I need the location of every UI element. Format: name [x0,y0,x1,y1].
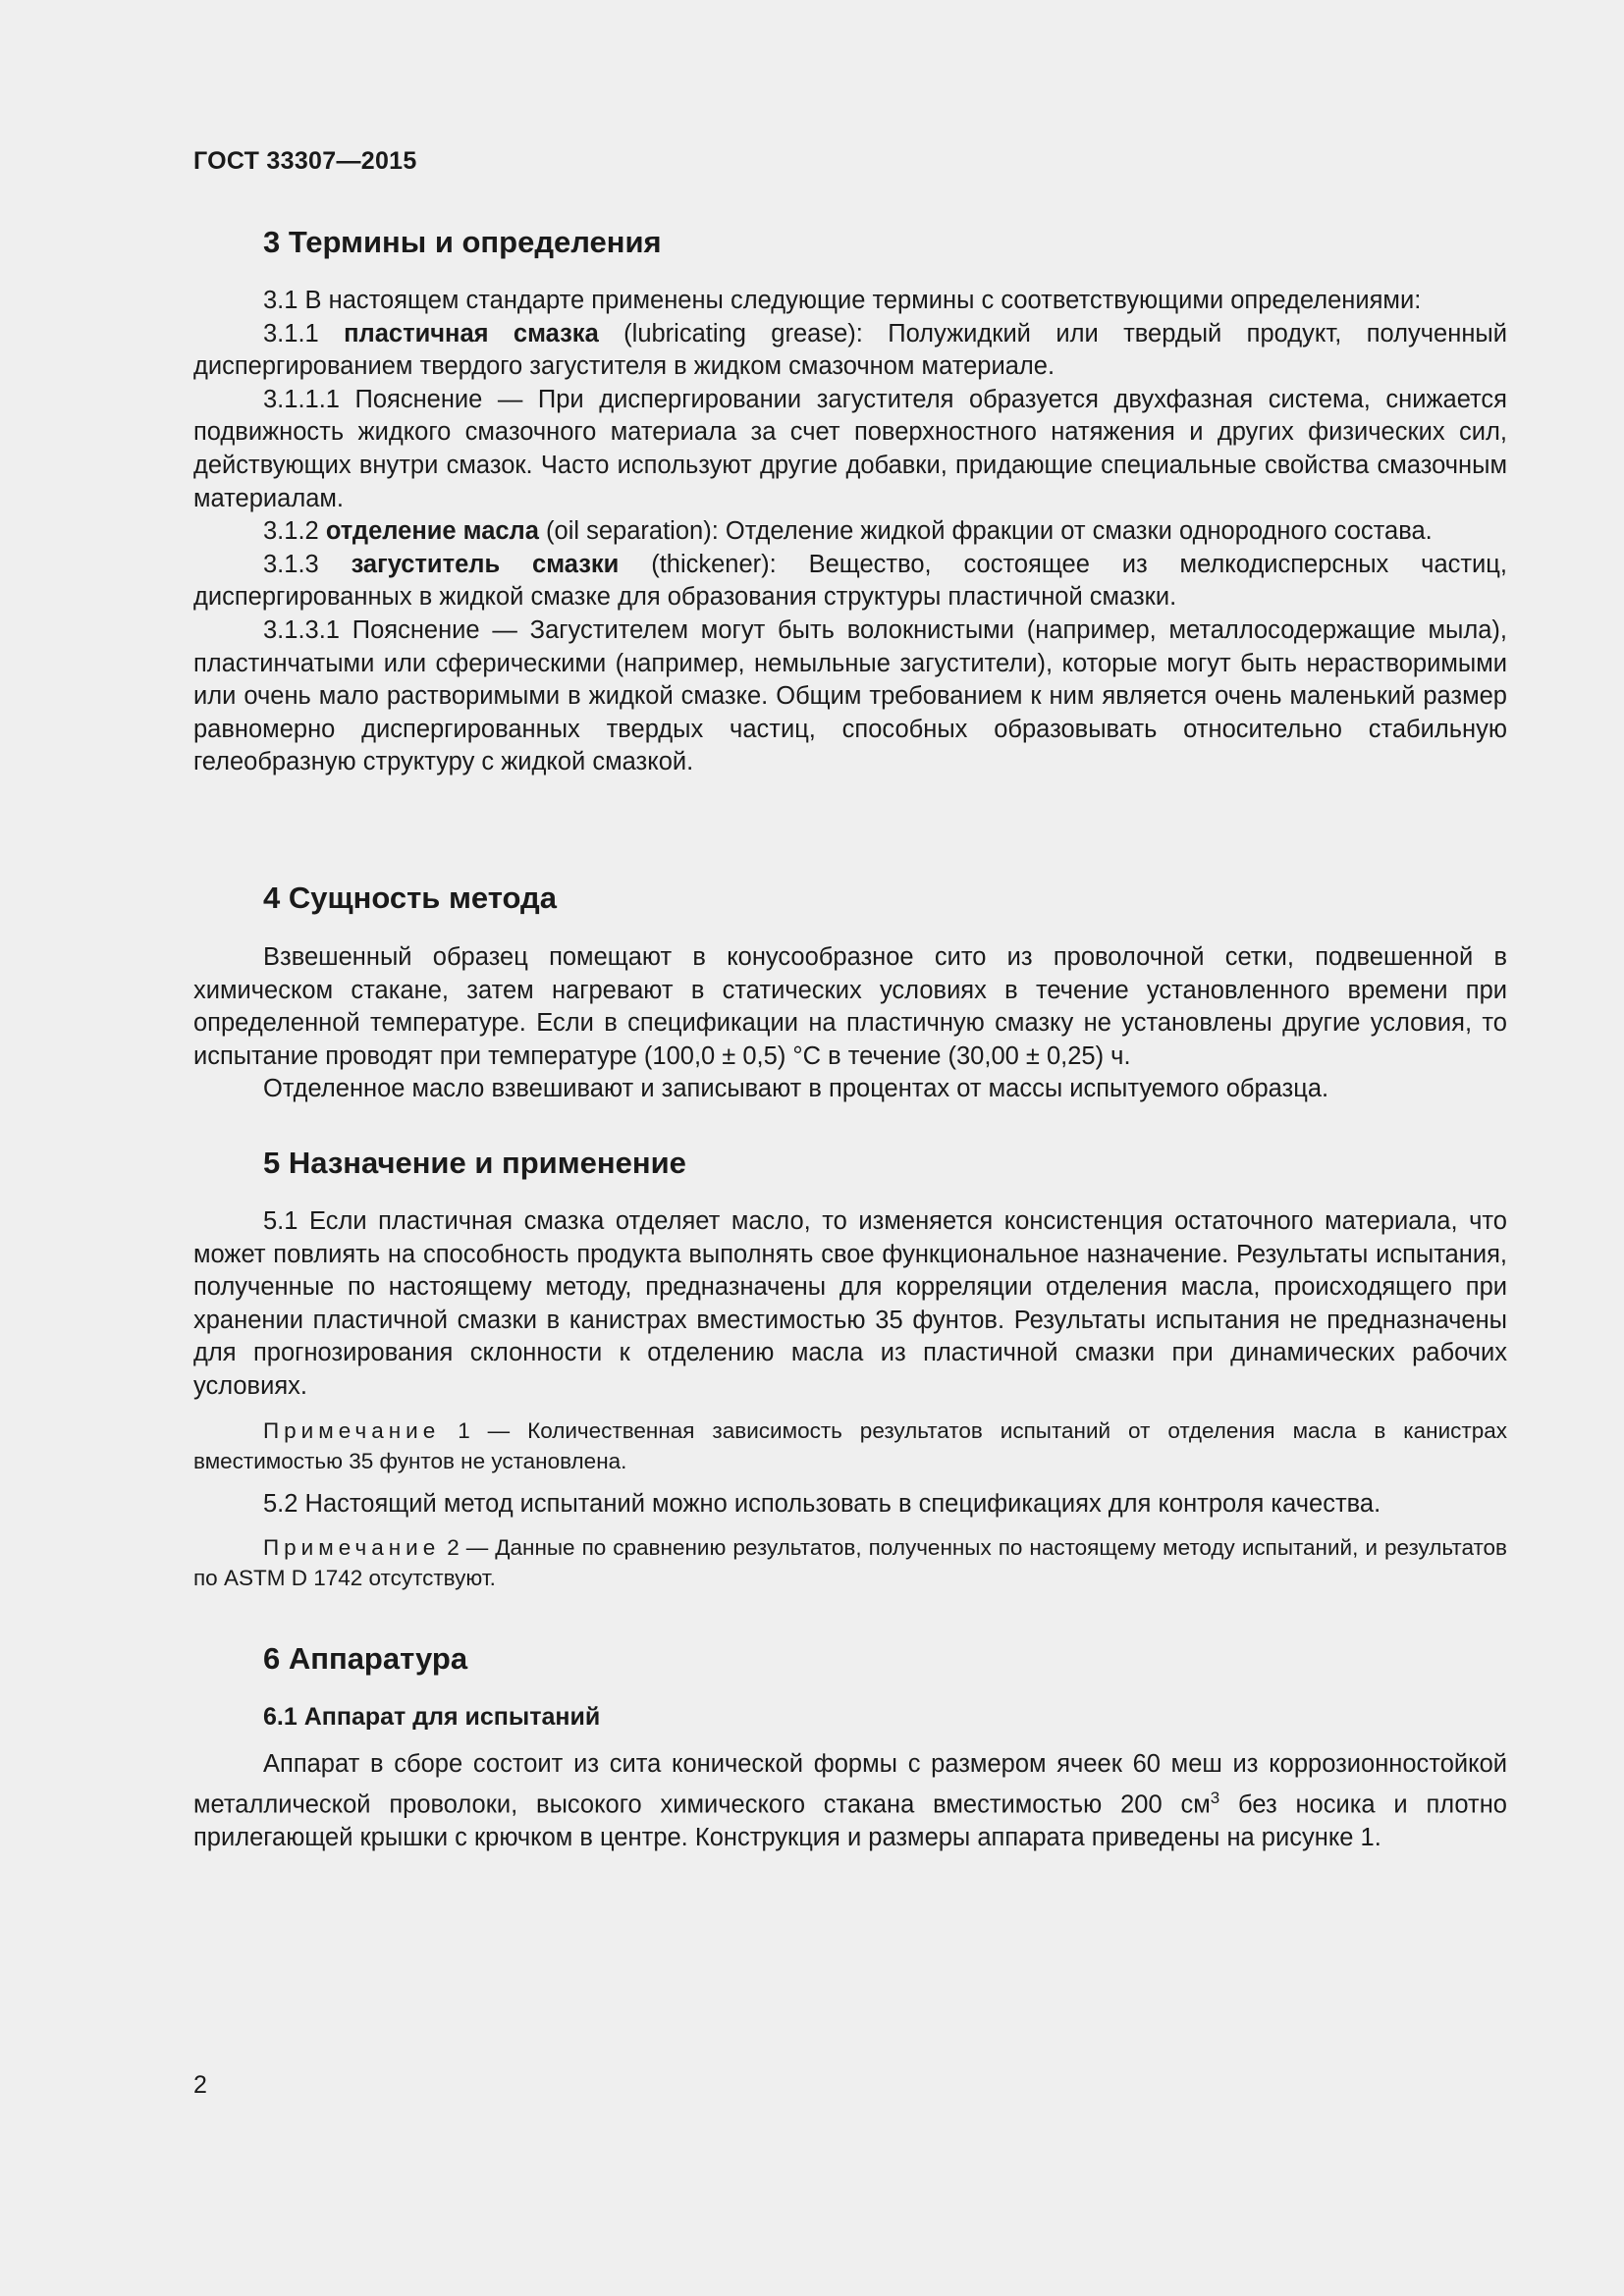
document-code: ГОСТ 33307—2015 [193,147,417,175]
paragraph-text: Аппарат в сборе состоит из сита конической формы с размером ячеек 60 меш из коррозионностойкой металлической проволоки, высокого химического стакана вместимостью 200 см [193,1750,1507,1819]
term-definition: (thickener): Вещество, состоящее из мелкодисперсных частиц, диспергированных в жидкой смазке для образования структуры пластичной смазки. [193,550,1507,612]
page-number: 2 [193,2071,207,2099]
note-text: 1 — Количественная зависимость результатов испытаний от отделения масла в канистрах вместимостью 35 фунтов не установлена. [193,1417,1507,1473]
section-4-body [193,941,1507,1106]
paragraph-3-1-3-1: 3.1.3.1 Пояснение — Загустителем могут быть волокнистыми (например, металлосодержащие мыла), пластинчатыми или сферическими (например, немыльные загустители), которые могут быть нерастворимыми или очень мало растворимыми в жидкой смазке. Общим требованием к ним является очень маленький размер равномерно диспергированных твердых частиц, способных образовывать относительно стабильную гелеобразную структуру с жидкой смазкой. [193,615,1507,776]
term-number: 3.1.2 [263,517,319,546]
term-name: пластичная смазка [344,319,599,347]
term-definition: (lubricating grease): Полужидкий или твердый продукт, полученный диспергированием твердого загустителя в жидком смазочном материале. [193,319,1507,381]
paragraph-3-1-1-1: 3.1.1.1 Пояснение — При диспергировании загустителя образуется двухфазная система, снижается подвижность жидкого смазочного материала за счет поверхностного натяжения и других физических сил, действующих внутри смазок. Часто используют другие добавки, придающие специальные свойства смазочным материалам. [193,385,1507,512]
section-5-body [193,1205,1507,1593]
superscript: 3 [1210,1788,1220,1807]
paragraph-3-1: 3.1 В настоящем стандарте применены следующие термины с соответствующими определениями: [263,287,1422,314]
section-5-title: 5 Назначение и применение [263,1146,686,1180]
paragraph-text: без носика и плотно прилегающей крышки с крючком в центре. Конструкция и размеры аппарата приведены на рисунке 1. [193,1790,1507,1851]
note-text: 2 — Данные по сравнению результатов, полученных по настоящему методу испытаний, и результатов по ASTM D 1742 отсутствуют. [193,1535,1507,1591]
term-number: 3.1.1 [263,319,319,347]
paragraph-3-1-3 [193,549,1507,614]
section-6-title: 6 Аппаратура [263,1641,468,1676]
note-2 [193,1532,1507,1593]
section-6-body [193,1748,1507,1854]
note-label: Примечание [263,1535,441,1561]
paragraph-5-2: 5.2 Настоящий метод испытаний можно использовать в спецификациях для контроля качества. [263,1489,1381,1518]
term-name: отделение масла [325,517,539,546]
paragraph-6-1 [193,1748,1507,1854]
section-3-title: 3 Термины и определения [263,225,662,259]
paragraph-3-1-2 [193,515,1507,549]
note-label: Примечание [263,1417,441,1443]
note-1 [193,1415,1507,1476]
term-definition: (oil separation): Отделение жидкой фракции от смазки однородного состава. [546,517,1433,546]
subsection-6-1-title: 6.1 Аппарат для испытаний [263,1703,601,1731]
paragraph-4-1: Взвешенный образец помещают в конусообразное сито из проволочной сетки, подвешенной в химическом стакане, затем нагревают в статических условиях в течение установленного времени при определенной температуре. Если в спецификации на пластичную смазку не установлены другие условия, то испытание проводят при температуре (100,0 ± 0,5) °С в течение (30,00 ± 0,25) ч. [193,943,1507,1070]
section-3-body [193,285,1507,779]
term-number: 3.1.3 [263,550,319,578]
paragraph-4-2: Отделенное масло взвешивают и записывают в процентах от массы испытуемого образца. [263,1075,1329,1103]
paragraph-3-1-1 [193,318,1507,384]
paragraph-5-1: 5.1 Если пластичная смазка отделяет масло, то изменяется консистенция остаточного материала, что может повлиять на способность продукта выполнять свое функциональное назначение. Результаты испытания, полученные по настоящему методу, предназначены для корреляции отделения масла, происходящего при хранении пластичной смазки в канистрах вместимостью 35 фунтов. Результаты испытания не предназначены для прогнозирования склонности к отделению масла из пластичной смазки при динамических рабочих условиях. [193,1207,1507,1400]
term-name: загуститель смазки [351,550,620,578]
section-4-title: 4 Сущность метода [263,881,557,915]
